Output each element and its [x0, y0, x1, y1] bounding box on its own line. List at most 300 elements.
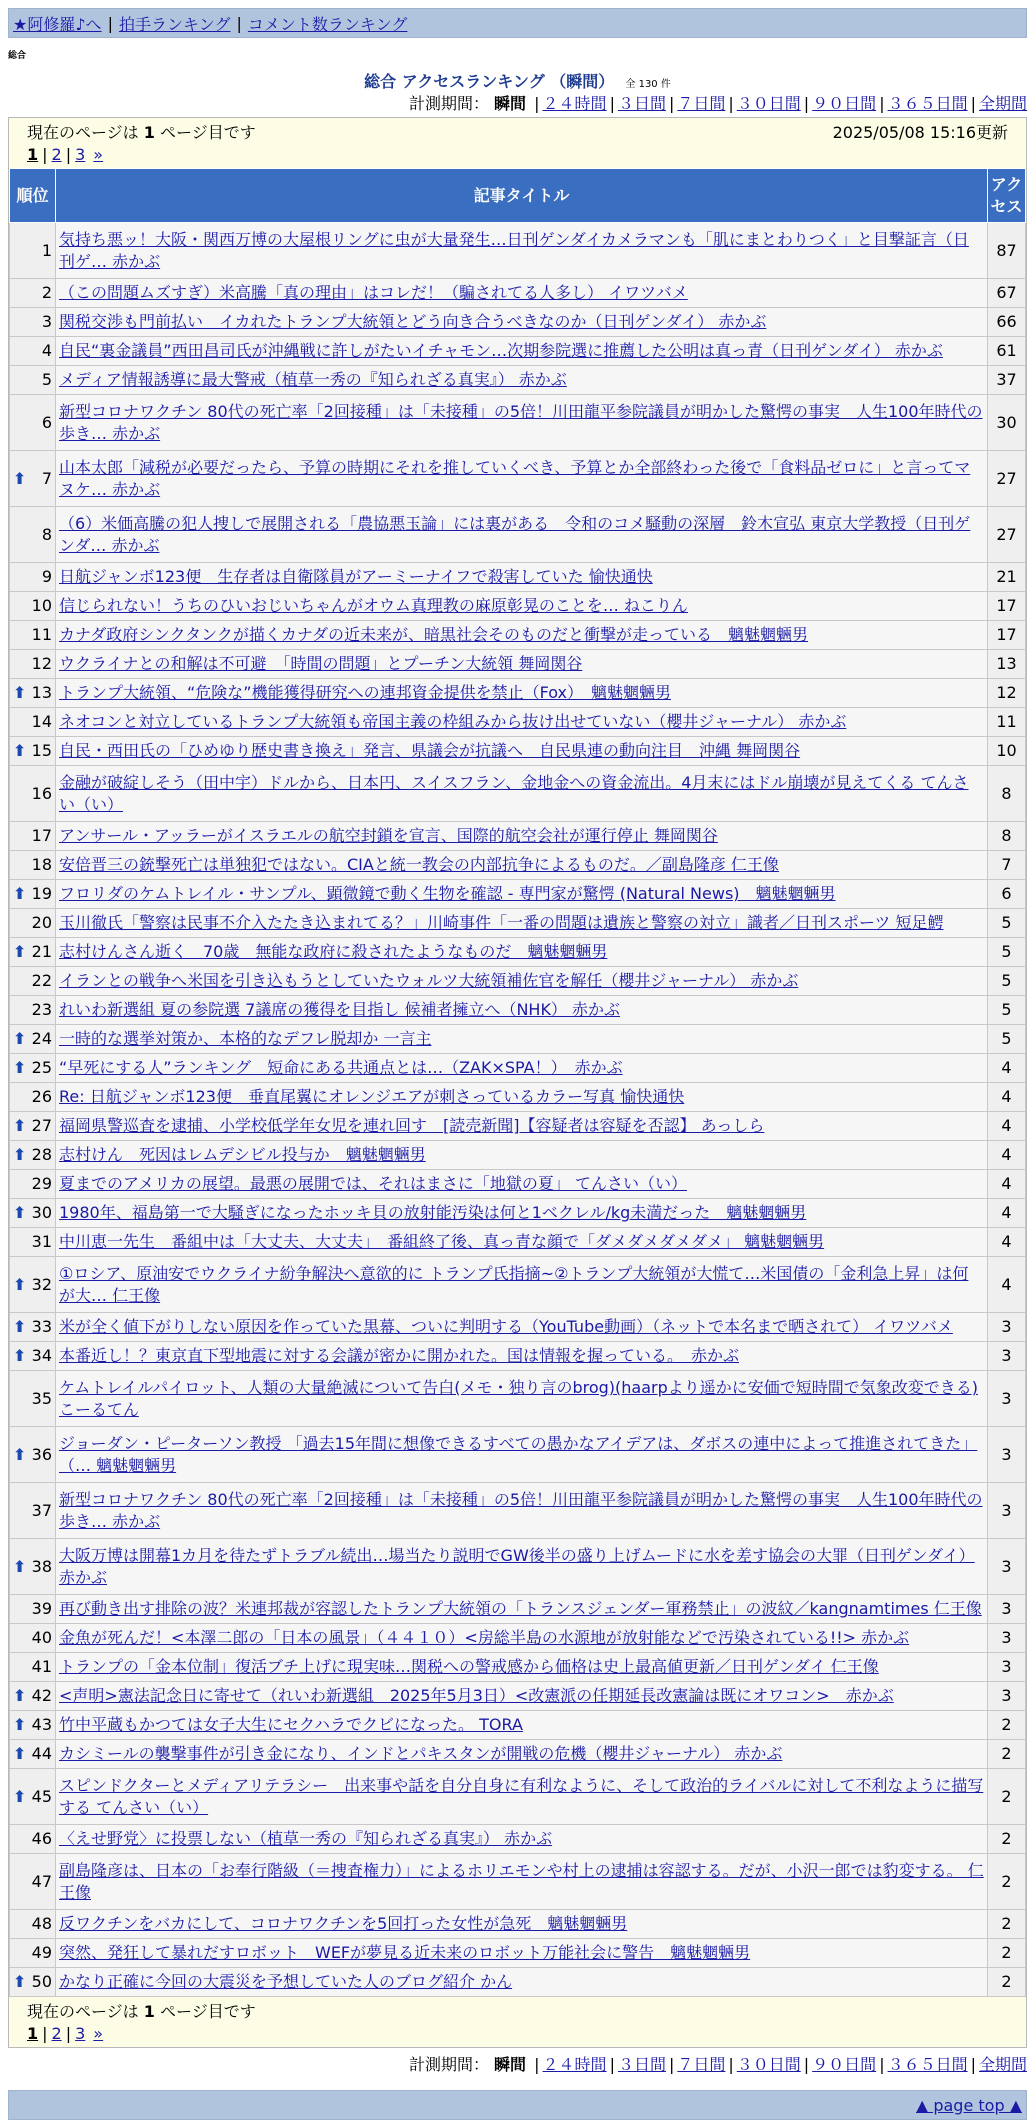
home-link[interactable]: ★阿修羅♪へ — [13, 14, 102, 34]
table-row — [10, 1083, 1026, 1112]
access-count: 30 — [988, 395, 1026, 451]
access-count: 5 — [988, 909, 1026, 938]
table-row — [10, 679, 1026, 708]
rank-cell — [10, 1083, 56, 1112]
rank-cell — [10, 1342, 56, 1371]
rank-cell — [10, 1653, 56, 1682]
article-title-link[interactable]: ネオコンと対立しているトランプ大統領も帝国主義の枠組みから抜け出せていない（櫻井ジャーナル） 赤かぶ — [59, 712, 847, 732]
rank-number: 4 — [41, 341, 52, 361]
title-cell — [56, 1539, 988, 1595]
table-row — [10, 1170, 1026, 1199]
title-cell — [56, 366, 988, 395]
article-title-link[interactable]: イランとの戦争へ米国を引き込もうとしていたウォルツ大統領補佐官を解任（櫻井ジャーナル） 赤かぶ — [59, 971, 799, 991]
period-link[interactable]: ２４時間 — [542, 2055, 607, 2074]
access-count: 3 — [988, 1539, 1026, 1595]
table-row — [10, 880, 1026, 909]
rank-up-arrow-icon: ⬆ — [13, 468, 27, 488]
access-count: 5 — [988, 996, 1026, 1025]
article-title-link[interactable]: トランプの「金本位制」復活ブチ上げに現実味…関税への警戒感から価格は史上最高値更新／日刊ゲンダイ 仁王像 — [59, 1657, 879, 1677]
rank-cell — [10, 1825, 56, 1854]
rank-cell — [10, 938, 56, 967]
rank-number: 38 — [31, 1556, 52, 1576]
col-title-header: 記事タイトル — [56, 169, 988, 223]
col-access-header: アクセス — [988, 169, 1026, 223]
article-title-link[interactable]: 金魚が死んだ！<本澤二郎の「日本の風景」（４４１０）<房総半島の水源地が放射能などで汚染されている!!> 赤かぶ — [59, 1628, 910, 1648]
table-row — [10, 737, 1026, 766]
table-row — [10, 1313, 1026, 1342]
table-row — [10, 1257, 1026, 1313]
article-title-link[interactable]: 信じられない！うちのひいおじいちゃんがオウム真理教の麻原彰晃のことを… ねこりん — [59, 596, 688, 616]
access-count: 4 — [988, 1228, 1026, 1257]
rank-cell — [10, 621, 56, 650]
access-count: 3 — [988, 1595, 1026, 1624]
table-row — [10, 1854, 1026, 1910]
article-title-link[interactable]: フロリダのケムトレイル・サンプル、顕微鏡で動く生物を確認 - 専門家が驚愕 (Natural News) 魑魅魍魎男 — [59, 884, 836, 904]
rank-cell — [10, 366, 56, 395]
article-title-link[interactable]: 反ワクチンをバカにして、コロナワクチンを5回打った女性が急死 魑魅魍魎男 — [59, 1914, 628, 1934]
rank-cell — [10, 1313, 56, 1342]
rank-up-arrow-icon: ⬆ — [13, 1744, 27, 1764]
article-title-link[interactable]: 金融が破綻しそう（田中宇）ドルから、日本円、スイスフラン、金地金への資金流出。4月末にはドル崩壊が見えてくる てんさい（い） — [59, 773, 969, 814]
rank-number: 50 — [31, 1972, 52, 1992]
top-nav-bar — [8, 8, 1027, 38]
rank-number: 44 — [31, 1744, 52, 1764]
rank-cell — [10, 1141, 56, 1170]
rank-cell — [10, 1854, 56, 1910]
rank-number: 18 — [31, 855, 52, 875]
access-count: 12 — [988, 679, 1026, 708]
rank-up-arrow-icon: ⬆ — [13, 1715, 27, 1735]
title-cell — [56, 1854, 988, 1910]
rank-cell — [10, 766, 56, 822]
title-cell — [56, 737, 988, 766]
rank-number: 37 — [31, 1500, 52, 1520]
access-count: 17 — [988, 592, 1026, 621]
rank-up-arrow-icon: ⬆ — [13, 1686, 27, 1706]
period-label: 計測期間： — [408, 94, 489, 113]
rank-cell — [10, 592, 56, 621]
rank-number: 40 — [31, 1628, 52, 1648]
period-separator: | — [970, 2055, 976, 2074]
access-count: 3 — [988, 1427, 1026, 1483]
article-title-link[interactable]: スピンドクターとメディアリテラシー 出来事や話を自分自身に有利なように、そして政治的ライバルに対して不利なように描写する てんさい（い） — [59, 1776, 984, 1817]
table-row — [10, 451, 1026, 507]
article-title-link[interactable]: 山本太郎「減税が必要だったら、予算の時期にそれを推していくべき、予算とか全部終わった後で「食料品ゼロに」と言ってマヌケ… 赤かぶ — [59, 458, 971, 499]
rank-number: 31 — [31, 1232, 52, 1252]
period-link[interactable]: ３日間 — [617, 2055, 666, 2074]
rank-cell — [10, 395, 56, 451]
rank-number: 27 — [31, 1116, 52, 1136]
title-cell — [56, 507, 988, 563]
period-separator: | — [668, 2055, 675, 2074]
table-row — [10, 708, 1026, 737]
access-count: 4 — [988, 1199, 1026, 1228]
rank-cell — [10, 308, 56, 337]
rank-number: 46 — [31, 1829, 52, 1849]
table-row — [10, 592, 1026, 621]
title-cell — [56, 1342, 988, 1371]
period-separator: | — [668, 94, 675, 113]
article-title-link[interactable]: 自民“裏金議員”西田昌司氏が沖縄戦に許しがたいイチャモン…次期参院選に推薦した公明は真っ青（日刊ゲンダイ） 赤かぶ — [59, 341, 943, 361]
article-title-link[interactable]: 米が全く値下がりしない原因を作っていた黒幕、ついに判明する（YouTube動画）（ネットで本名まで晒されて） イワツバメ — [59, 1317, 953, 1337]
title-cell — [56, 1257, 988, 1313]
period-link[interactable]: ９０日間 — [812, 94, 877, 113]
table-row — [10, 996, 1026, 1025]
table-row — [10, 1025, 1026, 1054]
rank-number: 26 — [31, 1087, 52, 1107]
page-current: 1 — [27, 144, 39, 164]
title-cell — [56, 1968, 988, 1997]
rank-cell — [10, 223, 56, 279]
rank-cell — [10, 1228, 56, 1257]
title-cell — [56, 909, 988, 938]
table-row — [10, 1342, 1026, 1371]
table-row — [10, 1910, 1026, 1939]
article-title-link[interactable]: ウクライナとの和解は不可避 「時間の問題」とプーチン大統領 舞岡関谷 — [59, 654, 583, 674]
access-count: 4 — [988, 1141, 1026, 1170]
access-count: 8 — [988, 822, 1026, 851]
rank-number: 36 — [31, 1444, 52, 1464]
article-title-link[interactable]: 関税交渉も門前払い イカれたトランプ大統領とどう向き合うべきなのか（日刊ゲンダイ） 赤かぶ — [59, 312, 767, 332]
access-count: 13 — [988, 650, 1026, 679]
rank-up-arrow-icon: ⬆ — [13, 1444, 27, 1464]
title-cell — [56, 1595, 988, 1624]
rank-cell — [10, 851, 56, 880]
article-title-link[interactable]: 気持ち悪ッ！大阪・関西万博の大屋根リングに虫が大量発生…日刊ゲンダイカメラマンも「肌にまとわりつく」と目撃証言（日刊ゲ… 赤かぶ — [59, 230, 969, 271]
table-row — [10, 1483, 1026, 1539]
rank-cell — [10, 1624, 56, 1653]
period-separator: | — [803, 94, 810, 113]
rank-up-arrow-icon: ⬆ — [13, 1116, 27, 1136]
table-row — [10, 1427, 1026, 1483]
article-title-link[interactable]: 竹中平蔵もかつては女子大生にセクハラでクビになった。 TORA — [59, 1715, 523, 1735]
table-row — [10, 1539, 1026, 1595]
period-link[interactable]: ３日間 — [617, 94, 666, 113]
article-title-link[interactable]: 新型コロナワクチン 80代の死亡率「2回接種」は「未接種」の5倍！川田龍平参院議員が明かした驚愕の事実 人生100年時代の歩き… 赤かぶ — [59, 402, 983, 443]
title-cell — [56, 1170, 988, 1199]
clap-ranking-link[interactable]: 拍手ランキング — [118, 14, 231, 34]
title-cell — [56, 621, 988, 650]
table-row — [10, 223, 1026, 279]
article-title-link[interactable]: 一時的な選挙対策か、本格的なデフレ脱却か 一言主 — [59, 1029, 432, 1049]
rank-up-arrow-icon: ⬆ — [13, 1058, 27, 1078]
access-count: 2 — [988, 1854, 1026, 1910]
article-title-link[interactable]: トランプ大統領、“危険な”機能獲得研究への連邦資金提供を禁止（Fox） 魑魅魍魎男 — [59, 683, 671, 703]
access-count: 2 — [988, 1968, 1026, 1997]
title-cell — [56, 1228, 988, 1257]
rank-number: 49 — [31, 1943, 52, 1963]
page-link-2[interactable]: 2 — [51, 2023, 62, 2043]
rank-cell — [10, 1427, 56, 1483]
title-cell — [56, 1624, 988, 1653]
title-cell — [56, 1112, 988, 1141]
current-page-text: 現在のページは 1 ページ目です — [27, 122, 256, 142]
table-row — [10, 1624, 1026, 1653]
title-cell — [56, 592, 988, 621]
period-separator: | — [609, 94, 615, 113]
table-row — [10, 1653, 1026, 1682]
title-cell — [56, 395, 988, 451]
access-count: 2 — [988, 1769, 1026, 1825]
article-title-link[interactable]: カシミールの襲撃事件が引き金になり、インドとパキスタンが開戦の危機（櫻井ジャーナル） 赤かぶ — [59, 1744, 783, 1764]
title-cell — [56, 1740, 988, 1769]
title-cell — [56, 650, 988, 679]
rank-number: 13 — [31, 683, 52, 703]
rank-number: 25 — [31, 1058, 52, 1078]
rank-cell — [10, 1112, 56, 1141]
page-current: 1 — [27, 2023, 39, 2043]
title-cell — [56, 563, 988, 592]
period-link[interactable]: ３６５日間 — [887, 94, 968, 113]
article-title-link[interactable]: 中川恵一先生 番組中は「大丈夫、大丈夫」 番組終了後、真っ青な顔で「ダメダメダメダメ」 魑魅魍魎男 — [59, 1232, 825, 1252]
rank-number: 5 — [41, 370, 52, 390]
rank-up-arrow-icon: ⬆ — [13, 1346, 27, 1366]
article-title-link[interactable]: カナダ政府シンクタンクが描くカナダの近未来が、暗黒社会そのものだと衝撃が走っている 魑魅魍魎男 — [59, 625, 809, 645]
access-count: 17 — [988, 621, 1026, 650]
period-link[interactable]: ２４時間 — [542, 94, 607, 113]
rank-up-arrow-icon: ⬆ — [13, 1972, 27, 1992]
title-cell — [56, 308, 988, 337]
access-count: 3 — [988, 1682, 1026, 1711]
article-title-link[interactable]: “早死にする人”ランキング 短命にある共通点とは…（ZAK×SPA！） 赤かぶ — [59, 1058, 623, 1078]
period-link[interactable]: ７日間 — [677, 94, 726, 113]
page-top-link[interactable]: ▲ page top ▲ — [915, 2095, 1022, 2115]
article-title-link[interactable]: 日航ジャンボ123便 生存者は自衛隊員がアーミーナイフで殺害していた 愉快通快 — [59, 567, 653, 587]
access-count: 10 — [988, 737, 1026, 766]
table-row — [10, 366, 1026, 395]
rank-number: 23 — [31, 1000, 52, 1020]
access-count: 4 — [988, 1112, 1026, 1141]
title-cell — [56, 1025, 988, 1054]
table-row — [10, 766, 1026, 822]
article-title-link[interactable]: 夏までのアメリカの展望。最悪の展開では、それはまさに「地獄の夏」 てんさい（い） — [59, 1174, 687, 1194]
access-count: 61 — [988, 337, 1026, 366]
access-count: 5 — [988, 938, 1026, 967]
rank-number: 45 — [31, 1786, 52, 1806]
period-link[interactable]: ９０日間 — [812, 2055, 877, 2074]
rank-cell — [10, 1025, 56, 1054]
period-link[interactable]: ３０日間 — [736, 2055, 801, 2074]
period-link[interactable]: 全期間 — [978, 94, 1027, 113]
page-next-link[interactable]: » — [93, 144, 104, 164]
title-cell — [56, 279, 988, 308]
article-title-link[interactable]: <声明>憲法記念日に寄せて（れいわ新選組 2025年5月3日）<改憲派の任期延長改憲論は既にオワコン> 赤かぶ — [59, 1686, 894, 1706]
access-count: 66 — [988, 308, 1026, 337]
article-title-link[interactable]: ①ロシア、原油安でウクライナ紛争解決へ意欲的に トランプ氏指摘~②トランプ大統領が大慌て…米国債の「金利急上昇」は何が大… 仁王像 — [59, 1264, 969, 1305]
access-count: 4 — [988, 1257, 1026, 1313]
table-row — [10, 279, 1026, 308]
article-title-link[interactable]: 自民・西田氏の「ひめゆり歴史書き換え」発言、県議会が抗議へ 自民県連の動向注目 沖縄 舞岡関谷 — [59, 741, 801, 761]
rank-number: 16 — [31, 783, 52, 803]
rank-number: 8 — [41, 524, 52, 544]
article-title-link[interactable]: ケムトレイルパイロット、人類の大量絶滅について告白(メモ・独り言のbrog)(haarpより遥かに安価で短時間で気象改変できる) こーるてん — [59, 1378, 978, 1419]
title-cell — [56, 1141, 988, 1170]
table-row — [10, 1112, 1026, 1141]
title-cell — [56, 223, 988, 279]
title-cell — [56, 1825, 988, 1854]
table-row — [10, 1054, 1026, 1083]
article-title-link[interactable]: ジョーダン・ピーターソン教授 「過去15年間に想像できるすべての愚かなアイデアは、ダボスの連中によって推進されてきた」（… 魑魅魍魎男 — [59, 1434, 978, 1475]
title-cell — [56, 1313, 988, 1342]
table-row — [10, 1199, 1026, 1228]
period-link[interactable]: ７日間 — [677, 2055, 726, 2074]
rank-number: 41 — [31, 1657, 52, 1677]
rank-number: 33 — [31, 1317, 52, 1337]
title-cell — [56, 451, 988, 507]
period-link[interactable]: ３６５日間 — [887, 2055, 968, 2074]
access-count: 37 — [988, 366, 1026, 395]
article-title-link[interactable]: 志村けんさん逝く 70歳 無能な政府に殺されたようなものだ 魑魅魍魎男 — [59, 942, 608, 962]
rank-cell — [10, 1769, 56, 1825]
article-title-link[interactable]: （この問題ムズすぎ）米高騰「真の理由」はコレだ！（騙されてる人多し） イワツバメ — [59, 283, 688, 303]
rank-number: 20 — [31, 913, 52, 933]
table-row — [10, 1682, 1026, 1711]
table-row — [10, 1740, 1026, 1769]
rank-number: 10 — [31, 596, 52, 616]
access-count: 3 — [988, 1371, 1026, 1427]
access-count: 2 — [988, 1939, 1026, 1968]
title-cell — [56, 1371, 988, 1427]
rank-cell — [10, 880, 56, 909]
table-row — [10, 507, 1026, 563]
rank-number: 3 — [41, 312, 52, 332]
period-links — [531, 94, 1027, 113]
rank-up-arrow-icon: ⬆ — [13, 1317, 27, 1337]
period-selector-bottom — [8, 2052, 1027, 2074]
article-title-link[interactable]: 大阪万博は開幕1カ月を待たずトラブル続出…場当たり説明でGW後半の盛り上げムードに水を差す協会の大罪（日刊ゲンダイ） 赤かぶ — [59, 1546, 975, 1587]
article-title-link[interactable]: れいわ新選組 夏の参院選 7議席の獲得を目指し 候補者擁立へ（NHK） 赤かぶ — [59, 1000, 621, 1020]
rank-number: 39 — [31, 1599, 52, 1619]
article-title-link[interactable]: 1980年、福島第一で大騒ぎになったホッキ貝の放射能汚染は何と1ベクレル/kg未満だった 魑魅魍魎男 — [59, 1203, 807, 1223]
rank-up-arrow-icon: ⬆ — [13, 1274, 27, 1294]
access-count: 21 — [988, 563, 1026, 592]
table-row — [10, 822, 1026, 851]
article-title-link[interactable]: 副島隆彦は、日本の「お奉行階級（＝捜査権力）」によるホリエモンや村上の逮捕は容認する。だが、小沢一郎では豹変する。 仁王像 — [59, 1861, 984, 1902]
rank-number: 7 — [41, 468, 52, 488]
rank-cell — [10, 1595, 56, 1624]
rank-number: 6 — [41, 412, 52, 432]
period-link[interactable]: 全期間 — [978, 2055, 1027, 2074]
article-title-link[interactable]: 安倍晋三の銃撃死亡は単独犯ではない。CIAと統一教会の内部抗争によるものだ。／副島隆彦 仁王像 — [59, 855, 779, 875]
rank-up-arrow-icon: ⬆ — [13, 1556, 27, 1576]
access-count: 4 — [988, 1170, 1026, 1199]
rank-number: 24 — [31, 1029, 52, 1049]
title-cell — [56, 967, 988, 996]
rank-cell — [10, 507, 56, 563]
rank-cell — [10, 822, 56, 851]
rank-number: 48 — [31, 1914, 52, 1934]
article-title-link[interactable]: かなり正確に今回の大震災を予想していた人のブログ紹介 かん — [59, 1972, 513, 1992]
article-title-link[interactable]: メディア情報誘導に最大警戒（植草一秀の『知られざる真実』） 赤かぶ — [59, 370, 567, 390]
article-title-link[interactable]: アンサール・アッラーがイスラエルの航空封鎖を宣言、国際的航空会社が運行停止 舞岡関谷 — [59, 826, 718, 846]
rank-number: 12 — [31, 654, 52, 674]
title-cell — [56, 880, 988, 909]
title-cell — [56, 1483, 988, 1539]
rank-number: 2 — [41, 283, 52, 303]
table-row — [10, 1228, 1026, 1257]
page-link-2[interactable]: 2 — [51, 144, 62, 164]
article-title-link[interactable]: 本番近し！？東京直下型地震に対する会議が密かに開かれた。国は情報を握っている。 赤かぶ — [59, 1346, 740, 1366]
page-next-link[interactable]: » — [93, 2023, 104, 2043]
access-count: 4 — [988, 1054, 1026, 1083]
nav-separator: | — [107, 13, 113, 33]
rank-cell — [10, 708, 56, 737]
title-cell — [56, 708, 988, 737]
title-cell — [56, 822, 988, 851]
access-count: 4 — [988, 1083, 1026, 1112]
article-title-link[interactable]: 突然、発狂して暴れだすロボット WEFが夢見る近未来のロボット万能社会に警告 魑魅魍魎男 — [59, 1943, 751, 1963]
rank-cell — [10, 1054, 56, 1083]
table-row — [10, 1711, 1026, 1740]
period-separator: | — [728, 94, 734, 113]
rank-number: 14 — [31, 712, 52, 732]
table-row — [10, 938, 1026, 967]
access-count: 5 — [988, 967, 1026, 996]
period-separator: | — [970, 94, 976, 113]
title-cell — [56, 1939, 988, 1968]
article-title-link[interactable]: （6）米価高騰の犯人捜しで展開される「農協悪玉論」には裏がある 令和のコメ騒動の深層 鈴木宣弘 東京大学教授（日刊ゲンダ… 赤かぶ — [59, 514, 971, 555]
comment-ranking-link[interactable]: コメント数ランキング — [247, 14, 408, 34]
rank-number: 9 — [41, 567, 52, 587]
access-count: 5 — [988, 1025, 1026, 1054]
article-title-link[interactable]: 新型コロナワクチン 80代の死亡率「2回接種」は「未接種」の5倍！川田龍平参院議員が明かした驚愕の事実 人生100年時代の歩き… 赤かぶ — [59, 1490, 983, 1531]
access-count: 27 — [988, 507, 1026, 563]
table-row — [10, 650, 1026, 679]
rank-number: 21 — [31, 942, 52, 962]
article-title-link[interactable]: 玉川徹氏「警察は民事不介入たたき込まれてる？」川崎事件「一番の問題は遺族と警察の対立」識者／日刊スポーツ 短足鰐 — [59, 913, 944, 933]
table-row — [10, 909, 1026, 938]
rank-cell — [10, 1371, 56, 1427]
rank-up-arrow-icon: ⬆ — [13, 1203, 27, 1223]
article-title-link[interactable]: 福岡県警巡査を逮捕、小学校低学年女児を連れ回す [読売新聞]【容疑者は容疑を否認】 あっしら — [59, 1116, 765, 1136]
ranking-container — [8, 117, 1027, 2048]
rank-cell — [10, 1539, 56, 1595]
title-cell — [56, 1199, 988, 1228]
article-title-link[interactable]: 志村けん 死因はレムデシビル投与か 魑魅魍魎男 — [59, 1145, 426, 1165]
ranking-rows — [10, 223, 1026, 1997]
article-title-link[interactable]: Re: 日航ジャンボ123便 垂直尾翼にオレンジエアが刺さっているカラー写真 愉快通快 — [59, 1087, 685, 1107]
rank-number: 43 — [31, 1715, 52, 1735]
period-link[interactable]: ３０日間 — [736, 94, 801, 113]
article-title-link[interactable]: 〈えせ野党〉に投票しない（植草一秀の『知られざる真実』） 赤かぶ — [59, 1829, 553, 1849]
access-count: 2 — [988, 1825, 1026, 1854]
table-row — [10, 1939, 1026, 1968]
page-link-3[interactable]: 3 — [75, 2023, 86, 2043]
access-count: 7 — [988, 851, 1026, 880]
rank-cell — [10, 1910, 56, 1939]
access-count: 87 — [988, 223, 1026, 279]
period-separator: | — [534, 2055, 540, 2074]
table-row — [10, 1825, 1026, 1854]
updated-timestamp: 2025/05/08 15:16更新 — [832, 122, 1008, 142]
page-title: 総合 アクセスランキング （瞬間） — [364, 72, 615, 91]
rank-cell — [10, 1682, 56, 1711]
rank-number: 47 — [31, 1871, 52, 1891]
title-cell — [56, 679, 988, 708]
rank-number: 19 — [31, 884, 52, 904]
article-title-link[interactable]: 再び動き出す排除の波？米連邦裁が容認したトランプ大統領の「トランスジェンダー軍務禁止」の波紋／kangnamtimes 仁王像 — [59, 1599, 982, 1619]
access-count: 2 — [988, 1711, 1026, 1740]
rank-up-arrow-icon: ⬆ — [13, 1145, 27, 1165]
page-link-3[interactable]: 3 — [75, 144, 86, 164]
table-row — [10, 851, 1026, 880]
title-cell — [56, 1711, 988, 1740]
period-current: 瞬間 — [494, 94, 527, 113]
rank-number: 15 — [31, 741, 52, 761]
rank-number: 28 — [31, 1145, 52, 1165]
rank-up-arrow-icon: ⬆ — [13, 884, 27, 904]
col-rank-header: 順位 — [10, 169, 56, 223]
